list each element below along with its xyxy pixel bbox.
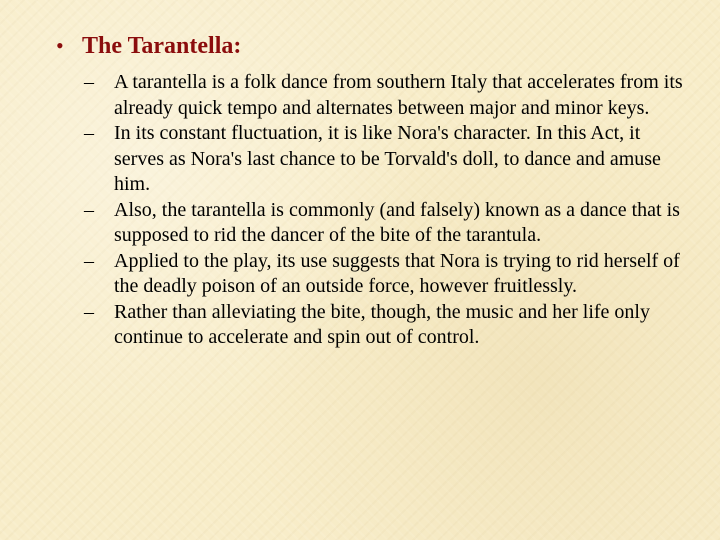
dash-icon: – — [84, 249, 94, 272]
sub-bullet-item — [84, 249, 684, 300]
dash-icon: – — [84, 198, 94, 221]
sub-bullet-item — [84, 300, 684, 351]
sub-bullet-item — [84, 121, 684, 198]
dash-icon: – — [84, 122, 94, 144]
sub-bullet-text: Applied to the play, its use suggests that Nora is trying to rid herself of the deadly poison of an outside force, however fruitlessly. — [114, 249, 680, 297]
sub-bullet-text: Also, the tarantella is commonly (and falsely) known as a dance that is supposed to rid the dancer of the bite of the tarantula. — [114, 198, 680, 246]
sub-bullet-text: A tarantella is a folk dance from southern Italy that accelerates from its already quick tempo and alternates between major and minor keys. — [114, 71, 683, 119]
dash-icon: – — [84, 71, 94, 93]
bullet-icon: • — [56, 33, 64, 58]
sub-bullet-text: In its constant fluctuation, it is like Nora's character. In this Act, it serves as Nora's last chance to be Torvald's doll, to dance and amuse him. — [114, 122, 661, 195]
sub-bullet-item — [84, 70, 684, 121]
sub-bullet-text: Rather than alleviating the bite, though, the music and her life only continue to accelerate and spin out of control. — [114, 300, 650, 348]
sub-bullet-list — [84, 70, 684, 351]
sub-bullet-item — [84, 198, 684, 249]
slide-heading: The Tarantella: — [82, 33, 242, 59]
heading-bullet-row — [56, 33, 241, 60]
dash-icon: – — [84, 300, 94, 323]
